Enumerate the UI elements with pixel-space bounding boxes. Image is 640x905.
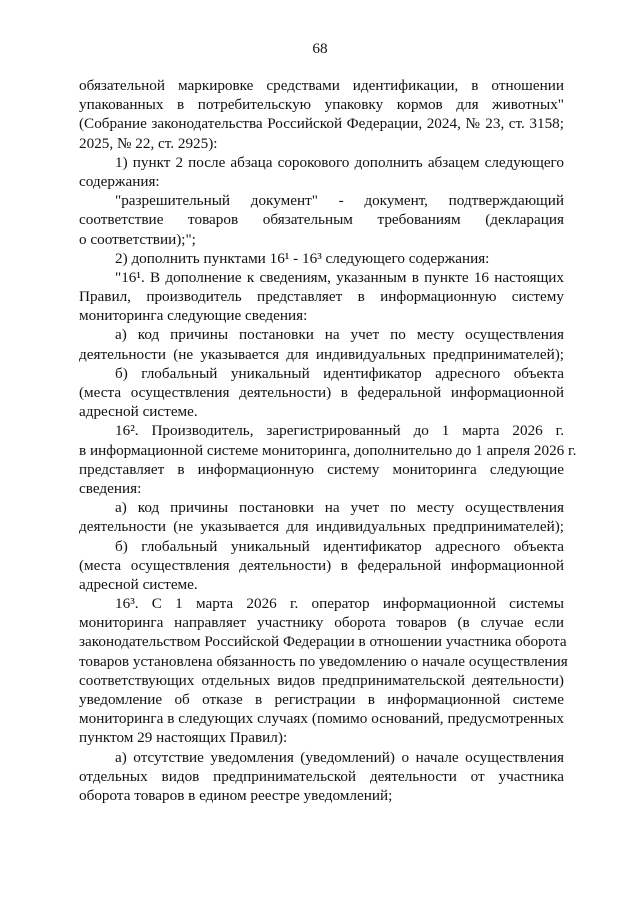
text-line: "разрешительный документ" - документ, подтверждающий [115, 192, 564, 210]
text-line: уведомление об отказе в регистрации в информационной системе [79, 691, 564, 708]
text-line: соответствующих отдельных видов предпринимательской деятельности) [79, 671, 564, 689]
text-line: адресной системе. [79, 575, 198, 593]
text-line: упакованных в потребительскую упаковку кормов для животных" [79, 96, 564, 114]
text-line: (места осуществления деятельности) в федеральной информационной [79, 384, 564, 401]
text-line: 2025, № 22, ст. 2925): [79, 134, 218, 152]
text-line: мониторинга в следующих случаях (помимо оснований, предусмотренных [79, 710, 564, 728]
page-number: 68 [312, 40, 328, 57]
text-line: 2) дополнить пунктами 16¹ - 16³ следующего содержания: [115, 249, 490, 267]
text-line: сведения: [79, 479, 142, 497]
text-line: Правил, производитель представляет в информационную систему [79, 288, 564, 306]
text-line: (Собрание законодательства Российской Федерации, 2024, № 23, ст. 3158; [79, 115, 564, 133]
text-line: 16³. С 1 марта 2026 г. оператор информационной системы [115, 595, 564, 613]
text-line: 16². Производитель, зарегистрированный до 1 марта 2026 г. [115, 422, 564, 440]
text-line: 1) пункт 2 после абзаца сорокового дополнить абзацем следующего [115, 153, 564, 171]
text-line: б) глобальный уникальный идентификатор адресного объекта [115, 537, 564, 555]
text-line: пунктом 29 настоящих Правил): [79, 729, 288, 747]
text-line: товаров установлена обязанность по уведомлению о начале осуществления [79, 652, 568, 670]
text-line: представляет в информационную систему мониторинга следующие [79, 460, 564, 478]
text-line: о соответствии);"; [79, 230, 196, 248]
text-line: в информационной системе мониторинга, дополнительно до 1 апреля 2026 г. [79, 441, 577, 459]
text-line: б) глобальный уникальный идентификатор адресного объекта [115, 364, 564, 382]
text-line: законодательством Российской Федерации в отношении участника оборота [79, 633, 567, 651]
text-line: обязательной маркировке средствами идентификации, в отношении [79, 77, 564, 94]
text-line: а) код причины постановки на учет по месту осуществления [115, 326, 564, 344]
text-line: содержания: [79, 172, 160, 190]
text-line: а) отсутствие уведомления (уведомлений) о начале осуществления [115, 748, 564, 766]
text-line: мониторинга направляет участнику оборота товаров (в случае если [79, 614, 564, 632]
text-line: деятельности (не указывается для индивидуальных предпринимателей); [79, 345, 564, 363]
text-line: мониторинга следующие сведения: [79, 307, 308, 325]
text-line: (места осуществления деятельности) в федеральной информационной [79, 556, 564, 574]
text-line: "16¹. В дополнение к сведениям, указанным в пункте 16 настоящих [115, 268, 564, 286]
text-line: а) код причины постановки на учет по месту осуществления [115, 499, 564, 517]
text-line: деятельности (не указывается для индивидуальных предпринимателей); [79, 518, 564, 536]
text-line: отдельных видов предпринимательской деятельности от участника [79, 767, 564, 785]
document-body [79, 76, 577, 805]
text-line: соответствие товаров обязательным требованиям (декларация [79, 211, 564, 229]
text-line: адресной системе. [79, 403, 198, 421]
text-line: оборота товаров в едином реестре уведомлений; [79, 786, 393, 804]
